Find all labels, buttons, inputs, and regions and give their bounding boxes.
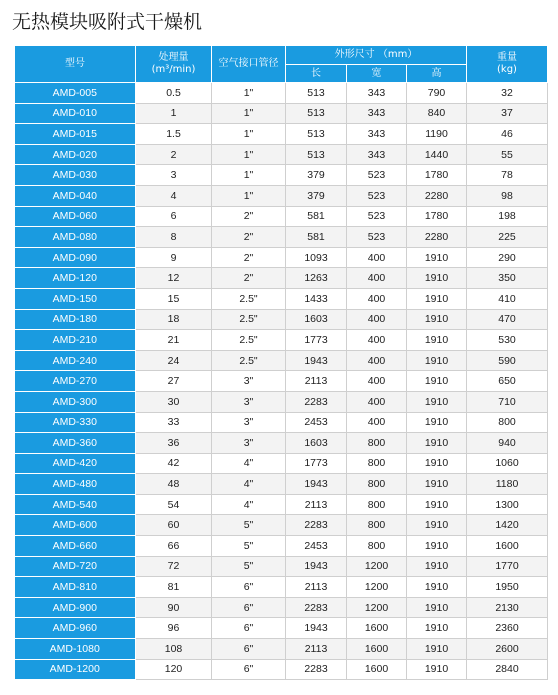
model-cell: AMD-180 [15, 309, 136, 330]
capacity-cell: 72 [136, 556, 212, 577]
height-cell: 1910 [407, 309, 467, 330]
height-cell: 1440 [407, 144, 467, 165]
model-cell: AMD-480 [15, 474, 136, 495]
weight-cell: 2600 [467, 639, 548, 660]
height-cell: 2280 [407, 227, 467, 248]
capacity-cell: 8 [136, 227, 212, 248]
model-cell: AMD-420 [15, 453, 136, 474]
width-cell: 400 [347, 288, 407, 309]
length-cell: 1603 [286, 309, 347, 330]
capacity-cell: 30 [136, 391, 212, 412]
weight-cell: 710 [467, 391, 548, 412]
model-cell: AMD-600 [15, 515, 136, 536]
length-cell: 1943 [286, 350, 347, 371]
weight-cell: 2840 [467, 659, 548, 680]
length-cell: 1773 [286, 330, 347, 351]
model-cell: AMD-960 [15, 618, 136, 639]
model-cell: AMD-080 [15, 227, 136, 248]
weight-cell: 98 [467, 185, 548, 206]
width-cell: 400 [347, 330, 407, 351]
weight-cell: 530 [467, 330, 548, 351]
pipe-cell: 4" [212, 453, 286, 474]
length-cell: 2283 [286, 515, 347, 536]
spec-table [14, 45, 548, 680]
table-row [15, 391, 548, 412]
pipe-cell: 4" [212, 494, 286, 515]
height-cell: 1910 [407, 288, 467, 309]
height-cell: 790 [407, 83, 467, 104]
model-cell: AMD-540 [15, 494, 136, 515]
model-cell: AMD-030 [15, 165, 136, 186]
table-row [15, 206, 548, 227]
height-cell: 1910 [407, 494, 467, 515]
model-cell: AMD-210 [15, 330, 136, 351]
height-cell: 1780 [407, 165, 467, 186]
table-row [15, 577, 548, 598]
capacity-cell: 33 [136, 412, 212, 433]
width-cell: 1600 [347, 639, 407, 660]
table-row [15, 494, 548, 515]
length-cell: 1943 [286, 474, 347, 495]
width-cell: 400 [347, 412, 407, 433]
capacity-cell: 108 [136, 639, 212, 660]
width-cell: 400 [347, 247, 407, 268]
weight-cell: 55 [467, 144, 548, 165]
length-cell: 379 [286, 165, 347, 186]
capacity-cell: 2 [136, 144, 212, 165]
model-cell: AMD-1200 [15, 659, 136, 680]
table-row [15, 103, 548, 124]
table-row [15, 659, 548, 680]
capacity-cell: 27 [136, 371, 212, 392]
length-cell: 2453 [286, 412, 347, 433]
length-cell: 581 [286, 206, 347, 227]
height-cell: 1910 [407, 618, 467, 639]
table-row [15, 309, 548, 330]
header-capacity-label: 处理量 [158, 52, 189, 63]
header-width: 宽 [347, 65, 407, 83]
length-cell: 2113 [286, 577, 347, 598]
height-cell: 1910 [407, 268, 467, 289]
pipe-cell: 5" [212, 515, 286, 536]
weight-cell: 198 [467, 206, 548, 227]
table-row [15, 185, 548, 206]
length-cell: 2453 [286, 536, 347, 557]
table-row [15, 474, 548, 495]
weight-cell: 1060 [467, 453, 548, 474]
height-cell: 1190 [407, 124, 467, 145]
width-cell: 800 [347, 433, 407, 454]
pipe-cell: 2.5" [212, 350, 286, 371]
weight-cell: 37 [467, 103, 548, 124]
length-cell: 1093 [286, 247, 347, 268]
width-cell: 800 [347, 494, 407, 515]
header-pipe: 空气接口管径 [212, 46, 286, 83]
model-cell: AMD-120 [15, 268, 136, 289]
capacity-cell: 24 [136, 350, 212, 371]
width-cell: 343 [347, 144, 407, 165]
model-cell: AMD-090 [15, 247, 136, 268]
pipe-cell: 3" [212, 371, 286, 392]
width-cell: 400 [347, 268, 407, 289]
height-cell: 1910 [407, 639, 467, 660]
weight-cell: 800 [467, 412, 548, 433]
pipe-cell: 1" [212, 144, 286, 165]
capacity-cell: 66 [136, 536, 212, 557]
capacity-cell: 42 [136, 453, 212, 474]
height-cell: 840 [407, 103, 467, 124]
header-capacity-unit: (m³/min) [151, 64, 196, 75]
width-cell: 800 [347, 474, 407, 495]
weight-cell: 290 [467, 247, 548, 268]
capacity-cell: 36 [136, 433, 212, 454]
model-cell: AMD-300 [15, 391, 136, 412]
pipe-cell: 1" [212, 165, 286, 186]
model-cell: AMD-015 [15, 124, 136, 145]
weight-cell: 1420 [467, 515, 548, 536]
weight-cell: 225 [467, 227, 548, 248]
width-cell: 523 [347, 165, 407, 186]
table-header [15, 46, 548, 83]
height-cell: 1910 [407, 556, 467, 577]
capacity-cell: 48 [136, 474, 212, 495]
model-cell: AMD-660 [15, 536, 136, 557]
capacity-cell: 21 [136, 330, 212, 351]
length-cell: 2283 [286, 659, 347, 680]
table-row [15, 556, 548, 577]
length-cell: 513 [286, 103, 347, 124]
table-row [15, 515, 548, 536]
page-title: 无热模块吸附式干燥机 [12, 11, 203, 33]
length-cell: 1603 [286, 433, 347, 454]
capacity-cell: 1.5 [136, 124, 212, 145]
capacity-cell: 12 [136, 268, 212, 289]
table-row [15, 618, 548, 639]
weight-cell: 1950 [467, 577, 548, 598]
width-cell: 800 [347, 453, 407, 474]
pipe-cell: 6" [212, 618, 286, 639]
weight-cell: 350 [467, 268, 548, 289]
model-cell: AMD-360 [15, 433, 136, 454]
pipe-cell: 2.5" [212, 288, 286, 309]
model-cell: AMD-020 [15, 144, 136, 165]
capacity-cell: 6 [136, 206, 212, 227]
pipe-cell: 3" [212, 412, 286, 433]
width-cell: 1200 [347, 577, 407, 598]
length-cell: 513 [286, 144, 347, 165]
capacity-cell: 18 [136, 309, 212, 330]
length-cell: 2283 [286, 597, 347, 618]
header-weight-label: 重量 [497, 52, 517, 63]
weight-cell: 46 [467, 124, 548, 145]
capacity-cell: 4 [136, 185, 212, 206]
table-row [15, 371, 548, 392]
height-cell: 1910 [407, 515, 467, 536]
model-cell: AMD-330 [15, 412, 136, 433]
weight-cell: 2360 [467, 618, 548, 639]
model-cell: AMD-270 [15, 371, 136, 392]
height-cell: 1910 [407, 433, 467, 454]
capacity-cell: 81 [136, 577, 212, 598]
width-cell: 400 [347, 350, 407, 371]
capacity-cell: 54 [136, 494, 212, 515]
model-cell: AMD-040 [15, 185, 136, 206]
height-cell: 1910 [407, 371, 467, 392]
weight-cell: 590 [467, 350, 548, 371]
table-row [15, 268, 548, 289]
length-cell: 1433 [286, 288, 347, 309]
length-cell: 1943 [286, 556, 347, 577]
weight-cell: 32 [467, 83, 548, 104]
pipe-cell: 5" [212, 536, 286, 557]
height-cell: 1910 [407, 412, 467, 433]
height-cell: 2280 [407, 185, 467, 206]
weight-cell: 1180 [467, 474, 548, 495]
header-weight [467, 46, 548, 83]
model-cell: AMD-240 [15, 350, 136, 371]
width-cell: 1600 [347, 618, 407, 639]
width-cell: 800 [347, 515, 407, 536]
table-row [15, 124, 548, 145]
weight-cell: 940 [467, 433, 548, 454]
table-row [15, 83, 548, 104]
model-cell: AMD-150 [15, 288, 136, 309]
width-cell: 1200 [347, 597, 407, 618]
table-row [15, 288, 548, 309]
header-capacity [136, 46, 212, 83]
capacity-cell: 90 [136, 597, 212, 618]
weight-cell: 2130 [467, 597, 548, 618]
height-cell: 1910 [407, 247, 467, 268]
pipe-cell: 6" [212, 659, 286, 680]
width-cell: 1600 [347, 659, 407, 680]
height-cell: 1910 [407, 453, 467, 474]
width-cell: 343 [347, 103, 407, 124]
table-row [15, 639, 548, 660]
capacity-cell: 15 [136, 288, 212, 309]
height-cell: 1910 [407, 350, 467, 371]
capacity-cell: 3 [136, 165, 212, 186]
model-cell: AMD-060 [15, 206, 136, 227]
width-cell: 343 [347, 83, 407, 104]
length-cell: 379 [286, 185, 347, 206]
model-cell: AMD-005 [15, 83, 136, 104]
length-cell: 1943 [286, 618, 347, 639]
length-cell: 2283 [286, 391, 347, 412]
height-cell: 1910 [407, 330, 467, 351]
pipe-cell: 3" [212, 433, 286, 454]
capacity-cell: 0.5 [136, 83, 212, 104]
pipe-cell: 2.5" [212, 309, 286, 330]
height-cell: 1910 [407, 536, 467, 557]
weight-cell: 1770 [467, 556, 548, 577]
height-cell: 1910 [407, 597, 467, 618]
table-row [15, 227, 548, 248]
width-cell: 523 [347, 227, 407, 248]
table-body [15, 83, 548, 680]
pipe-cell: 2" [212, 247, 286, 268]
height-cell: 1910 [407, 577, 467, 598]
weight-cell: 650 [467, 371, 548, 392]
model-cell: AMD-810 [15, 577, 136, 598]
pipe-cell: 2" [212, 268, 286, 289]
capacity-cell: 60 [136, 515, 212, 536]
height-cell: 1910 [407, 474, 467, 495]
length-cell: 2113 [286, 639, 347, 660]
pipe-cell: 2" [212, 227, 286, 248]
pipe-cell: 1" [212, 83, 286, 104]
width-cell: 400 [347, 371, 407, 392]
header-length: 长 [286, 65, 347, 83]
length-cell: 2113 [286, 494, 347, 515]
pipe-cell: 1" [212, 124, 286, 145]
weight-cell: 78 [467, 165, 548, 186]
pipe-cell: 2" [212, 206, 286, 227]
pipe-cell: 4" [212, 474, 286, 495]
length-cell: 513 [286, 124, 347, 145]
table-row [15, 165, 548, 186]
width-cell: 800 [347, 536, 407, 557]
length-cell: 1263 [286, 268, 347, 289]
height-cell: 1780 [407, 206, 467, 227]
header-model: 型号 [15, 46, 136, 83]
pipe-cell: 3" [212, 391, 286, 412]
table-row [15, 453, 548, 474]
table-row [15, 350, 548, 371]
table-row [15, 247, 548, 268]
pipe-cell: 1" [212, 185, 286, 206]
weight-cell: 1600 [467, 536, 548, 557]
model-cell: AMD-720 [15, 556, 136, 577]
table-row [15, 412, 548, 433]
width-cell: 400 [347, 391, 407, 412]
pipe-cell: 2.5" [212, 330, 286, 351]
capacity-cell: 1 [136, 103, 212, 124]
weight-cell: 410 [467, 288, 548, 309]
width-cell: 343 [347, 124, 407, 145]
model-cell: AMD-900 [15, 597, 136, 618]
table-row [15, 144, 548, 165]
width-cell: 523 [347, 206, 407, 227]
capacity-cell: 9 [136, 247, 212, 268]
header-dimensions: 外形尺寸 （mm） [286, 46, 467, 65]
table-row [15, 330, 548, 351]
capacity-cell: 120 [136, 659, 212, 680]
header-height: 高 [407, 65, 467, 83]
capacity-cell: 96 [136, 618, 212, 639]
header-weight-unit: (kg) [497, 64, 517, 75]
length-cell: 2113 [286, 371, 347, 392]
pipe-cell: 5" [212, 556, 286, 577]
width-cell: 1200 [347, 556, 407, 577]
pipe-cell: 6" [212, 639, 286, 660]
model-cell: AMD-1080 [15, 639, 136, 660]
weight-cell: 470 [467, 309, 548, 330]
pipe-cell: 1" [212, 103, 286, 124]
table-row [15, 536, 548, 557]
pipe-cell: 6" [212, 597, 286, 618]
weight-cell: 1300 [467, 494, 548, 515]
width-cell: 400 [347, 309, 407, 330]
table-row [15, 597, 548, 618]
length-cell: 1773 [286, 453, 347, 474]
table-row [15, 433, 548, 454]
width-cell: 523 [347, 185, 407, 206]
length-cell: 581 [286, 227, 347, 248]
height-cell: 1910 [407, 391, 467, 412]
length-cell: 513 [286, 83, 347, 104]
model-cell: AMD-010 [15, 103, 136, 124]
height-cell: 1910 [407, 659, 467, 680]
pipe-cell: 6" [212, 577, 286, 598]
